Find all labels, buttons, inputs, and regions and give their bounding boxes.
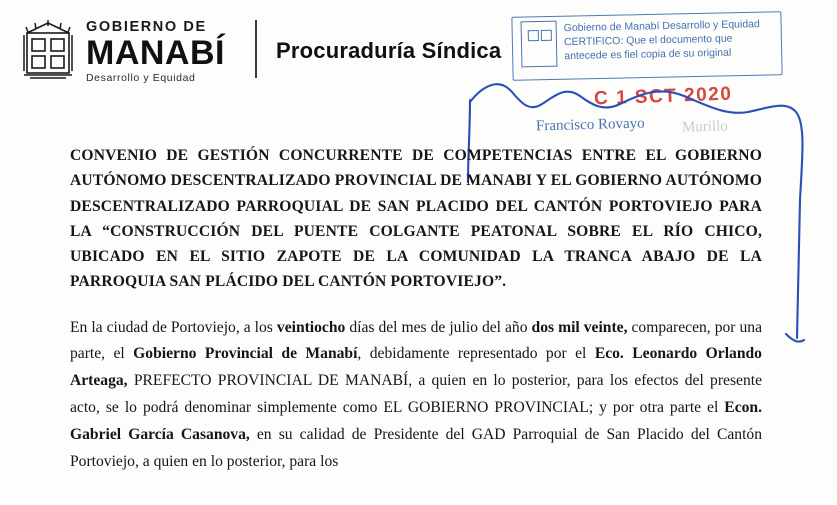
emphasis-text: Eco. Leonardo Orlando Arteaga, xyxy=(70,345,762,390)
emphasis-text: dos mil veinte, xyxy=(531,318,628,336)
body-text: en su calidad de Presidente del GAD Parroquial de San Placido del Cantón Portoviejo, a quien en lo posterior, para los xyxy=(70,425,763,470)
body-text: comparecen, por una parte, el xyxy=(70,318,762,363)
document-title-paragraph: CONVENIO DE GESTIÓN CONCURRENTE DE COMPETENCIAS ENTRE EL GOBIERNO AUTÓNOMO DESCENTRALIZADO PROVINCIAL DE MANABI Y EL GOBIERNO AUTÓNOMO DESCENTRALIZADO PARROQUIAL DE SAN PLACIDO DEL CANTÓN PORTOVIEJO PARA LA “CONSTRUCCIÓN DEL PUENTE COLGANTE PEATONAL SOBRE EL RÍO CHICO, UBICADO EN EL SITIO ZAPOTE DE LA COMUNIDAD LA TRANCA ABAJO DE LA PARROQUIA SAN PLÁCIDO DEL CANTÓN PORTOVIEJO”. xyxy=(70,147,762,291)
page-bottom-cutoff xyxy=(0,495,837,505)
header-divider xyxy=(255,20,257,78)
certification-stamp xyxy=(512,14,782,154)
stamp-date: C 1 SCT 2020 xyxy=(593,83,733,110)
government-logo xyxy=(22,16,225,84)
body-text: En la ciudad de Portoviejo, a los xyxy=(70,318,277,336)
department-title: Procuraduría Síndica xyxy=(276,38,502,63)
certification-stamp-icon xyxy=(521,21,558,68)
manabi-coat-of-arms-icon xyxy=(22,19,74,81)
tagline-label: Desarrollo y Equidad xyxy=(86,72,196,85)
body-text: PREFECTO PROVINCIAL DE MANABÍ, a quien en lo posterior, para los efectos del presente acto, se lo podrá denominar simplemente como EL GOBIERNO PROVINCIAL; y por otra parte el xyxy=(70,372,762,416)
document-header xyxy=(0,0,837,136)
gobierno-label: GOBIERNO DE xyxy=(86,19,207,35)
province-label: MANABÍ xyxy=(86,33,225,72)
emphasis-text: veintiocho xyxy=(276,318,346,336)
emphasis-text: Gobierno Provincial de Manabí xyxy=(133,345,358,363)
stamp-text: Gobierno de Manabí Desarrollo y Equidad CERTIFICO: Que el documento que antecede es fiel copia de su original xyxy=(563,18,760,63)
document-body xyxy=(70,143,762,475)
stamp-border xyxy=(511,11,782,81)
body-text: días del mes de julio del año xyxy=(345,318,532,336)
stamp-signer-name: Francisco Rovayo xyxy=(535,115,645,135)
emphasis-text: Econ. Gabriel García Casanova, xyxy=(70,398,762,443)
body-text: , debidamente representado por el xyxy=(357,345,595,363)
logo-text xyxy=(86,16,225,84)
document-first-paragraph xyxy=(70,315,762,476)
stamp-signer-name-faded: Murillo xyxy=(681,118,729,136)
